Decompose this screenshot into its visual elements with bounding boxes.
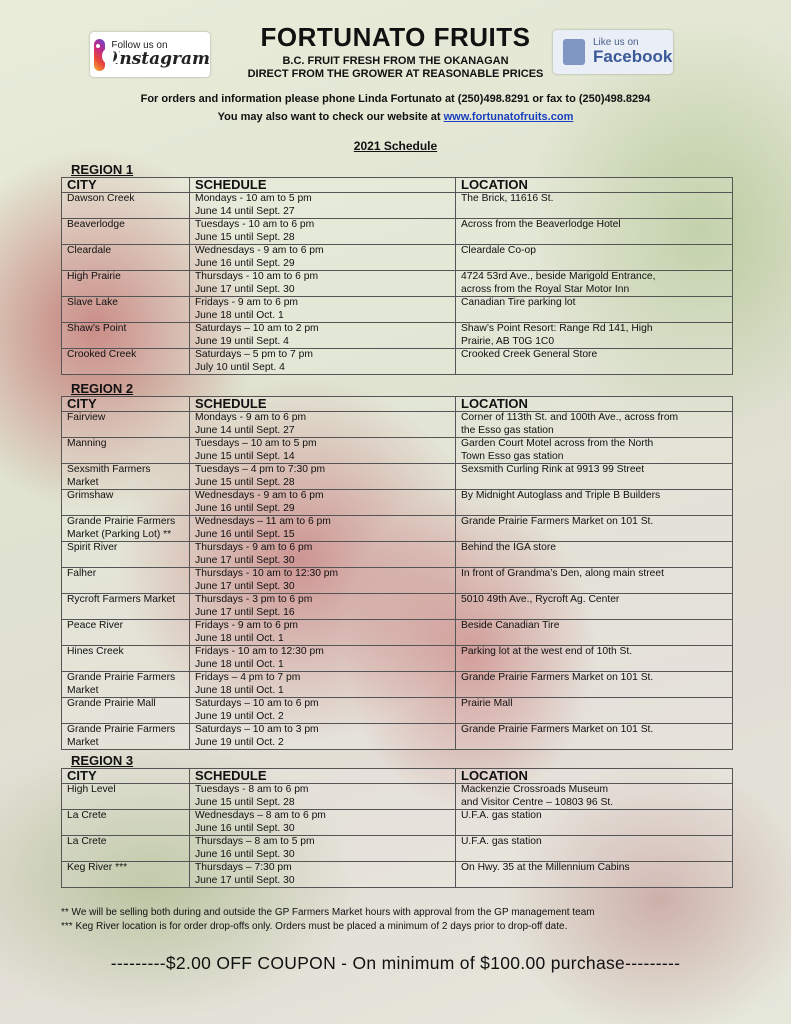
- city-cell: Crooked Creek: [62, 349, 190, 375]
- location-cell: Beside Canadian Tire: [456, 620, 733, 646]
- location-cell: Grande Prairie Farmers Market on 101 St.: [456, 516, 733, 542]
- table-row: [62, 646, 733, 672]
- table-row: [62, 836, 733, 862]
- table-header-row: [62, 769, 733, 784]
- column-header-schedule: SCHEDULE: [190, 397, 456, 412]
- table-row: [62, 698, 733, 724]
- schedule-cell: Thursdays – 8 am to 5 pm June 16 until Sept. 30: [190, 836, 456, 862]
- city-cell: Manning: [62, 438, 190, 464]
- schedule-cell: Saturdays – 10 am to 3 pm June 19 until Oct. 2: [190, 724, 456, 750]
- table-row: [62, 568, 733, 594]
- city-cell: Grimshaw: [62, 490, 190, 516]
- city-cell: Dawson Creek: [62, 193, 190, 219]
- schedule-cell: Tuesdays – 10 am to 5 pm June 15 until Sept. 14: [190, 438, 456, 464]
- table-row: [62, 219, 733, 245]
- table-row: [62, 724, 733, 750]
- city-cell: Shaw’s Point: [62, 323, 190, 349]
- column-header-schedule: SCHEDULE: [190, 769, 456, 784]
- location-cell: By Midnight Autoglass and Triple B Builders: [456, 490, 733, 516]
- table-header-row: [62, 178, 733, 193]
- schedule-cell: Fridays – 4 pm to 7 pm June 18 until Oct. 1: [190, 672, 456, 698]
- website-link[interactable]: www.fortunatofruits.com: [443, 111, 574, 123]
- location-cell: U.F.A. gas station: [456, 836, 733, 862]
- facebook-brand-text: Facebook: [593, 47, 673, 67]
- schedule-cell: Fridays - 9 am to 6 pm June 18 until Oct. 1: [190, 297, 456, 323]
- region-2-section: [61, 381, 733, 750]
- schedule-table: [61, 768, 733, 888]
- city-cell: Spirit River: [62, 542, 190, 568]
- schedule-cell: Thursdays - 9 am to 6 pm June 17 until Sept. 30: [190, 542, 456, 568]
- column-header-location: LOCATION: [456, 769, 733, 784]
- table-row: [62, 542, 733, 568]
- tagline-1: B.C. FRUIT FRESH FROM THE OKANAGAN: [282, 55, 509, 67]
- city-cell: Cleardale: [62, 245, 190, 271]
- footnote-2: *** Keg River location is for order drop-offs only. Orders must be placed a minimum of 2 days prior to drop-off date.: [61, 921, 568, 932]
- city-cell: Falher: [62, 568, 190, 594]
- city-cell: Rycroft Farmers Market: [62, 594, 190, 620]
- schedule-cell: Mondays - 9 am to 6 pm June 14 until Sept. 27: [190, 412, 456, 438]
- location-cell: 5010 49th Ave., Rycroft Ag. Center: [456, 594, 733, 620]
- table-header-row: [62, 397, 733, 412]
- column-header-location: LOCATION: [456, 178, 733, 193]
- city-cell: Slave Lake: [62, 297, 190, 323]
- location-cell: Grande Prairie Farmers Market on 101 St.: [456, 724, 733, 750]
- city-cell: La Crete: [62, 836, 190, 862]
- schedule-table: [61, 177, 733, 375]
- schedule-cell: Thursdays - 10 am to 6 pm June 17 until Sept. 30: [190, 271, 456, 297]
- schedule-cell: Thursdays - 10 am to 12:30 pm June 17 until Sept. 30: [190, 568, 456, 594]
- schedule-cell: Wednesdays – 11 am to 6 pm June 16 until Sept. 15: [190, 516, 456, 542]
- city-cell: La Crete: [62, 810, 190, 836]
- schedule-cell: Thursdays – 7:30 pm June 17 until Sept. 30: [190, 862, 456, 888]
- location-cell: Canadian Tire parking lot: [456, 297, 733, 323]
- city-cell: Peace River: [62, 620, 190, 646]
- city-cell: Sexsmith Farmers Market: [62, 464, 190, 490]
- schedule-cell: Wednesdays – 8 am to 6 pm June 16 until Sept. 30: [190, 810, 456, 836]
- brand-title: FORTUNATO FRUITS: [260, 22, 531, 52]
- table-row: [62, 323, 733, 349]
- schedule-cell: Tuesdays - 10 am to 6 pm June 15 until Sept. 28: [190, 219, 456, 245]
- table-row: [62, 245, 733, 271]
- table-row: [62, 862, 733, 888]
- location-cell: In front of Grandma’s Den, along main street: [456, 568, 733, 594]
- table-row: [62, 594, 733, 620]
- city-cell: Beaverlodge: [62, 219, 190, 245]
- table-row: [62, 412, 733, 438]
- table-row: [62, 464, 733, 490]
- region-heading: REGION 2: [71, 381, 134, 396]
- table-row: [62, 516, 733, 542]
- location-cell: The Brick, 11616 St.: [456, 193, 733, 219]
- schedule-cell: Saturdays – 5 pm to 7 pm July 10 until Sept. 4: [190, 349, 456, 375]
- schedule-cell: Wednesdays - 9 am to 6 pm June 16 until Sept. 29: [190, 490, 456, 516]
- column-header-city: CITY: [62, 178, 190, 193]
- location-cell: Sexsmith Curling Rink at 9913 99 Street: [456, 464, 733, 490]
- tagline-2: DIRECT FROM THE GROWER AT REASONABLE PRICES: [247, 68, 544, 80]
- instagram-follow-text: Follow us on: [111, 40, 168, 51]
- coupon-line: ---------$2.00 OFF COUPON - On minimum of $100.00 purchase---------: [110, 953, 681, 973]
- table-row: [62, 297, 733, 323]
- city-cell: High Level: [62, 784, 190, 810]
- region-3-section: [61, 753, 733, 888]
- region-heading: REGION 1: [71, 162, 134, 177]
- location-cell: On Hwy. 35 at the Millennium Cabins: [456, 862, 733, 888]
- city-cell: Grande Prairie Farmers Market (Parking Lot) **: [62, 516, 190, 542]
- instagram-brand-text: Instagram: [111, 49, 210, 69]
- location-cell: Parking lot at the west end of 10th St.: [456, 646, 733, 672]
- schedule-cell: Saturdays – 10 am to 2 pm June 19 until Sept. 4: [190, 323, 456, 349]
- footnotes: [61, 906, 595, 934]
- city-cell: Keg River ***: [62, 862, 190, 888]
- location-cell: Corner of 113th St. and 100th Ave., across from the Esso gas station: [456, 412, 733, 438]
- table-row: [62, 271, 733, 297]
- location-cell: Crooked Creek General Store: [456, 349, 733, 375]
- location-cell: Shaw’s Point Resort: Range Rd 141, High Prairie, AB T0G 1C0: [456, 323, 733, 349]
- city-cell: Fairview: [62, 412, 190, 438]
- website-prefix: You may also want to check our website at: [217, 111, 444, 123]
- schedule-cell: Tuesdays - 8 am to 6 pm June 15 until Sept. 28: [190, 784, 456, 810]
- city-cell: Hines Creek: [62, 646, 190, 672]
- table-row: [62, 193, 733, 219]
- schedule-cell: Thursdays - 3 pm to 6 pm June 17 until Sept. 16: [190, 594, 456, 620]
- location-cell: Behind the IGA store: [456, 542, 733, 568]
- schedule-cell: Mondays - 10 am to 5 pm June 14 until Sept. 27: [190, 193, 456, 219]
- footnote-1: ** We will be selling both during and outside the GP Farmers Market hours with approval from the GP management team: [61, 907, 595, 918]
- location-cell: Mackenzie Crossroads Museum and Visitor Centre – 10803 96 St.: [456, 784, 733, 810]
- schedule-title: 2021 Schedule: [353, 139, 438, 153]
- table-row: [62, 810, 733, 836]
- column-header-city: CITY: [62, 397, 190, 412]
- table-row: [62, 349, 733, 375]
- table-row: [62, 672, 733, 698]
- column-header-location: LOCATION: [456, 397, 733, 412]
- facebook-like-text: Like us on: [593, 36, 639, 48]
- location-cell: Across from the Beaverlodge Hotel: [456, 219, 733, 245]
- schedule-table: [61, 396, 733, 750]
- table-row: [62, 490, 733, 516]
- region-1-section: [61, 162, 733, 375]
- schedule-cell: Fridays - 9 am to 6 pm June 18 until Oct. 1: [190, 620, 456, 646]
- schedule-cell: Tuesdays – 4 pm to 7:30 pm June 15 until Sept. 28: [190, 464, 456, 490]
- city-cell: Grande Prairie Mall: [62, 698, 190, 724]
- schedule-cell: Wednesdays - 9 am to 6 pm June 16 until Sept. 29: [190, 245, 456, 271]
- table-row: [62, 438, 733, 464]
- website-line: [0, 111, 791, 123]
- location-cell: U.F.A. gas station: [456, 810, 733, 836]
- schedule-cell: Fridays - 10 am to 12:30 pm June 18 until Oct. 1: [190, 646, 456, 672]
- location-cell: 4724 53rd Ave., beside Marigold Entrance, across from the Royal Star Motor Inn: [456, 271, 733, 297]
- location-cell: Cleardale Co-op: [456, 245, 733, 271]
- contact-info: For orders and information please phone Linda Fortunato at (250)498.8291 or fax to (250)498.8294: [140, 93, 651, 105]
- schedule-cell: Saturdays – 10 am to 6 pm June 19 until Oct. 2: [190, 698, 456, 724]
- city-cell: Grande Prairie Farmers Market: [62, 672, 190, 698]
- city-cell: High Prairie: [62, 271, 190, 297]
- location-cell: Grande Prairie Farmers Market on 101 St.: [456, 672, 733, 698]
- column-header-city: CITY: [62, 769, 190, 784]
- city-cell: Grande Prairie Farmers Market: [62, 724, 190, 750]
- location-cell: Prairie Mall: [456, 698, 733, 724]
- location-cell: Garden Court Motel across from the North Town Esso gas station: [456, 438, 733, 464]
- table-row: [62, 620, 733, 646]
- table-row: [62, 784, 733, 810]
- column-header-schedule: SCHEDULE: [190, 178, 456, 193]
- region-heading: REGION 3: [71, 753, 134, 768]
